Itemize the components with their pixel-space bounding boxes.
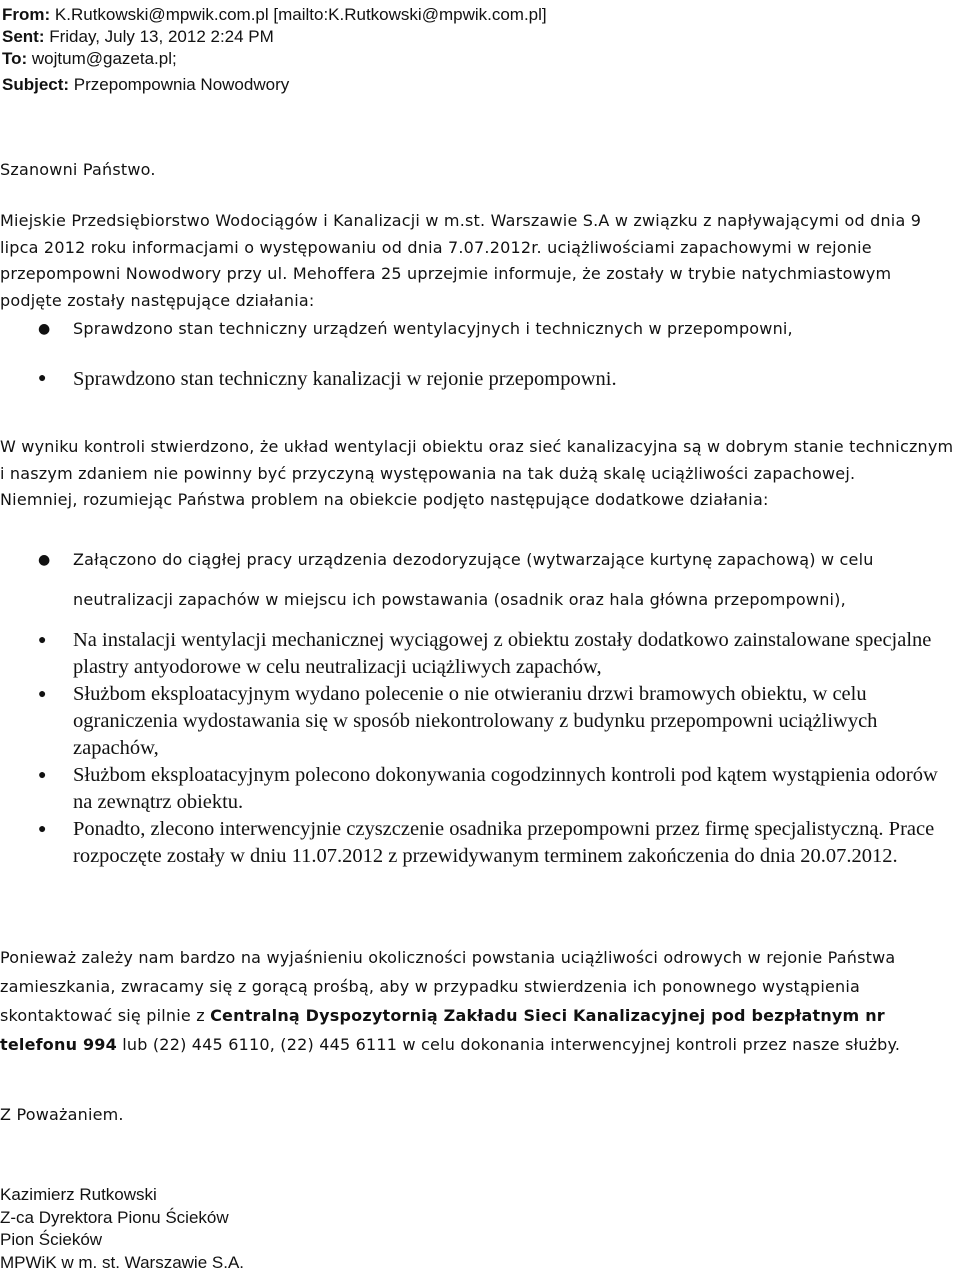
list-item-text: Ponadto, zlecono interwencyjnie czyszczenie osadnika przepompowni przez firmę specjalistyczną. Prace rozpoczęte zostały w dniu 11.07.2012 z przewidywanym terminem zakończenia do dnia 20.07.2012. [73,818,935,867]
list-item [0,816,958,870]
list-item [0,366,958,392]
intro-paragraph: Miejskie Przedsiębiorstwo Wodociągów i Kanalizacji w m.st. Warszawie S.A w związku z napływającymi od dnia 9 lipca 2012 roku informacjami o występowaniu od dnia 7.07.2012r. uciążliwościami zapachowymi w rejonie przepompowni Nowodwory przy ul. Mehoffera 25 uprzejmie informuje, że zostały w trybie natychmiastowym podjęte zostały następujące działania: [0,211,922,310]
signature-company: MPWiK w m. st. Warszawie S.A. [0,1252,245,1272]
signature-block [0,1184,958,1274]
bullet-icon: ● [38,371,47,386]
bullet-icon: ● [38,687,47,702]
greeting: Szanowni Państwo. [0,160,156,179]
list-item [0,681,958,762]
to-label: To: [2,49,28,68]
subject-value: Przepompownia Nowodwory [73,75,290,94]
header-to [2,48,177,70]
checks-list [0,316,958,392]
closing-text-end: lub (22) 445 6110, (22) 445 6111 w celu dokonania interwencyjnej kontroli przez nasze służby. [116,1035,901,1054]
dispatch-contact: Centralną Dyspozytornią Zakładu Sieci Kanalizacyjnej pod bezpłatnym nr telefonu 994 [0,1006,885,1054]
measures-list [0,627,958,870]
list-item-text: Służbom eksploatacyjnym wydano polecenie o nie otwieraniu drzwi bramowych obiektu, w celu ograniczenia wydostawania się w sposób niekontrolowany z budynku przepompowni uciążliwych zapachów, [73,683,878,759]
signature-name: Kazimierz Rutkowski [0,1185,157,1204]
sent-label: Sent: [2,27,45,46]
list-item-text: Służbom eksploatacyjnym polecono dokonywania cogodzinnych kontroli pod kątem wystąpienia odorów na zewnątrz obiektu. [73,764,938,813]
to-value: wojtum@gazeta.pl; [31,49,177,68]
bullet-icon: ● [38,633,47,648]
header-from [2,4,547,26]
from-label: From: [2,5,51,24]
closing-paragraph [0,943,958,1059]
header-subject [2,74,289,96]
from-value: K.Rutkowski@mpwik.com.pl [mailto:K.Rutkowski@mpwik.com.pl] [54,5,547,24]
bullet-icon: ● [38,321,51,337]
bullet-icon: ● [38,768,47,783]
signature-title: Z-ca Dyrektora Pionu Ścieków [0,1207,229,1227]
bullet-icon: ● [38,552,51,568]
list-item [0,540,958,620]
findings-paragraph: W wyniku kontroli stwierdzono, że układ wentylacji obiektu oraz sieć kanalizacyjna są w dobrym stanie technicznym i naszym zdaniem nie powinny być przyczyną występowania na tak dużą skalę uciążliwości zapachowej. [0,437,954,483]
regards: Z Poważaniem. [0,1105,124,1124]
subject-label: Subject: [2,75,70,94]
header-sent [2,26,274,48]
list-item-text: Sprawdzono stan techniczny kanalizacji w rejonie przepompowni. [73,368,617,390]
list-item-text: Sprawdzono stan techniczny urządzeń wentylacyjnych i technicznych w przepompowni, [73,319,793,338]
list-item-text: Na instalacji wentylacji mechanicznej wyciągowej z obiektu zostały dodatkowo zainstalowane specjalne plastry antyodorowe w celu neutralizacji uciążliwych zapachów, [73,629,932,678]
findings-section [0,434,958,514]
bullet-icon: ● [38,822,47,837]
list-item [0,627,958,681]
additional-actions-intro: Niemniej, rozumiejąc Państwa problem na obiekcie podjęto następujące dodatkowe działania: [0,490,769,509]
signature-department: Pion Ścieków [0,1230,103,1249]
list-item-text: Załączono do ciągłej pracy urządzenia dezodoryzujące (wytwarzające kurtynę zapachową) w celu neutralizacji zapachów w miejscu ich powstawania (osadnik oraz hala główna przepompowni), [73,550,874,609]
list-item [0,316,958,342]
sent-value: Friday, July 13, 2012 2:24 PM [49,27,274,46]
additional-actions-list [0,540,958,620]
closing-text: Ponieważ zależy nam bardzo na wyjaśnieniu okoliczności powstania uciążliwości odrowych w rejonie Państwa zamieszkania, zwracamy się z gorącą prośbą, aby w przypadku stwierdzenia ich ponownego wystąpienia skontaktować się pilnie z [0,948,896,1025]
list-item [0,762,958,816]
